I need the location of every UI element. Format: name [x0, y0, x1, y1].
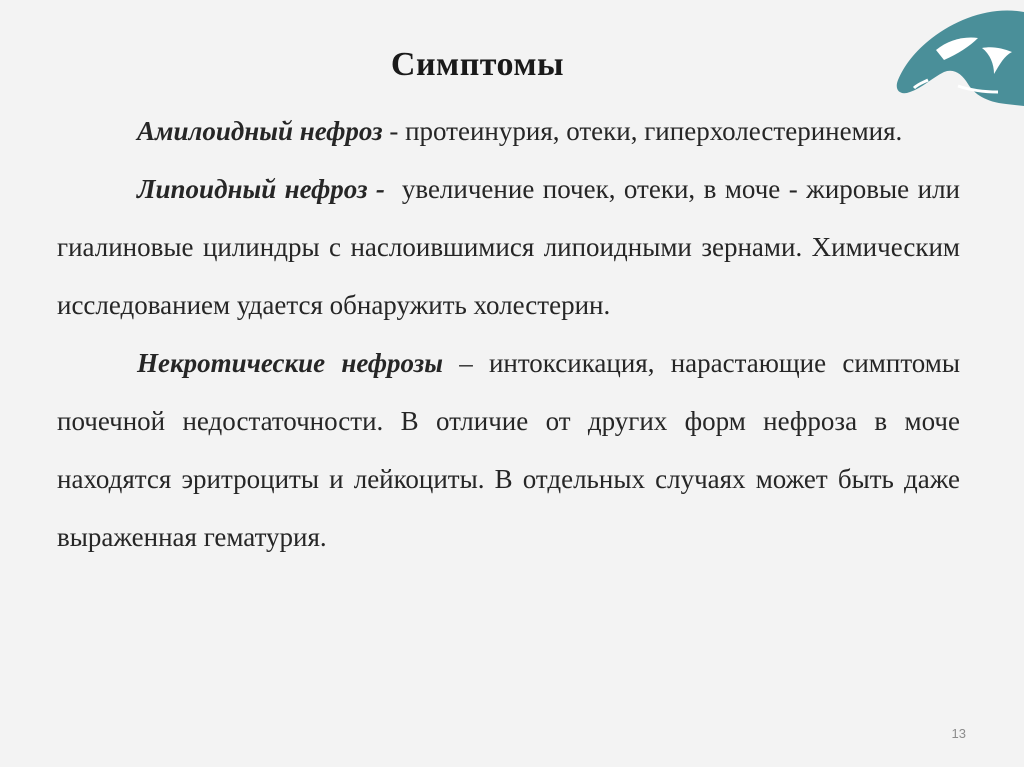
slide-title: Симптомы [390, 46, 565, 83]
separator: – [442, 348, 489, 378]
term-amyloid-nephrosis: Амилоидный нефроз [137, 116, 383, 146]
term-necrotic-nephrosis: Некротические нефрозы [137, 348, 443, 378]
term-lipoid-nephrosis: Липоидный нефроз - [137, 174, 385, 204]
slide-body [57, 102, 960, 566]
paragraph-text: интоксикация, нарастающие симптомы почечной недостаточности. В отличие от других форм нефроза в моче находятся эритроциты и лейкоциты. В отдельных случаях может быть даже выраженная гематурия. [57, 348, 960, 552]
paragraph-text: увеличение почек, отеки, в моче - жировые или гиалиновые цилиндры с наслоившимися липоидными зернами. Химическим исследованием удается обнаружить холестерин. [57, 174, 960, 320]
paragraph-amyloid-nephrosis [57, 102, 960, 160]
paragraph-necrotic-nephrosis [57, 334, 960, 566]
separator [385, 174, 402, 204]
paragraph-lipoid-nephrosis [57, 160, 960, 334]
paragraph-text: протеинурия, отеки, гиперхолестеринемия. [405, 116, 903, 146]
page-number: 13 [951, 726, 966, 741]
separator: - [382, 116, 406, 146]
